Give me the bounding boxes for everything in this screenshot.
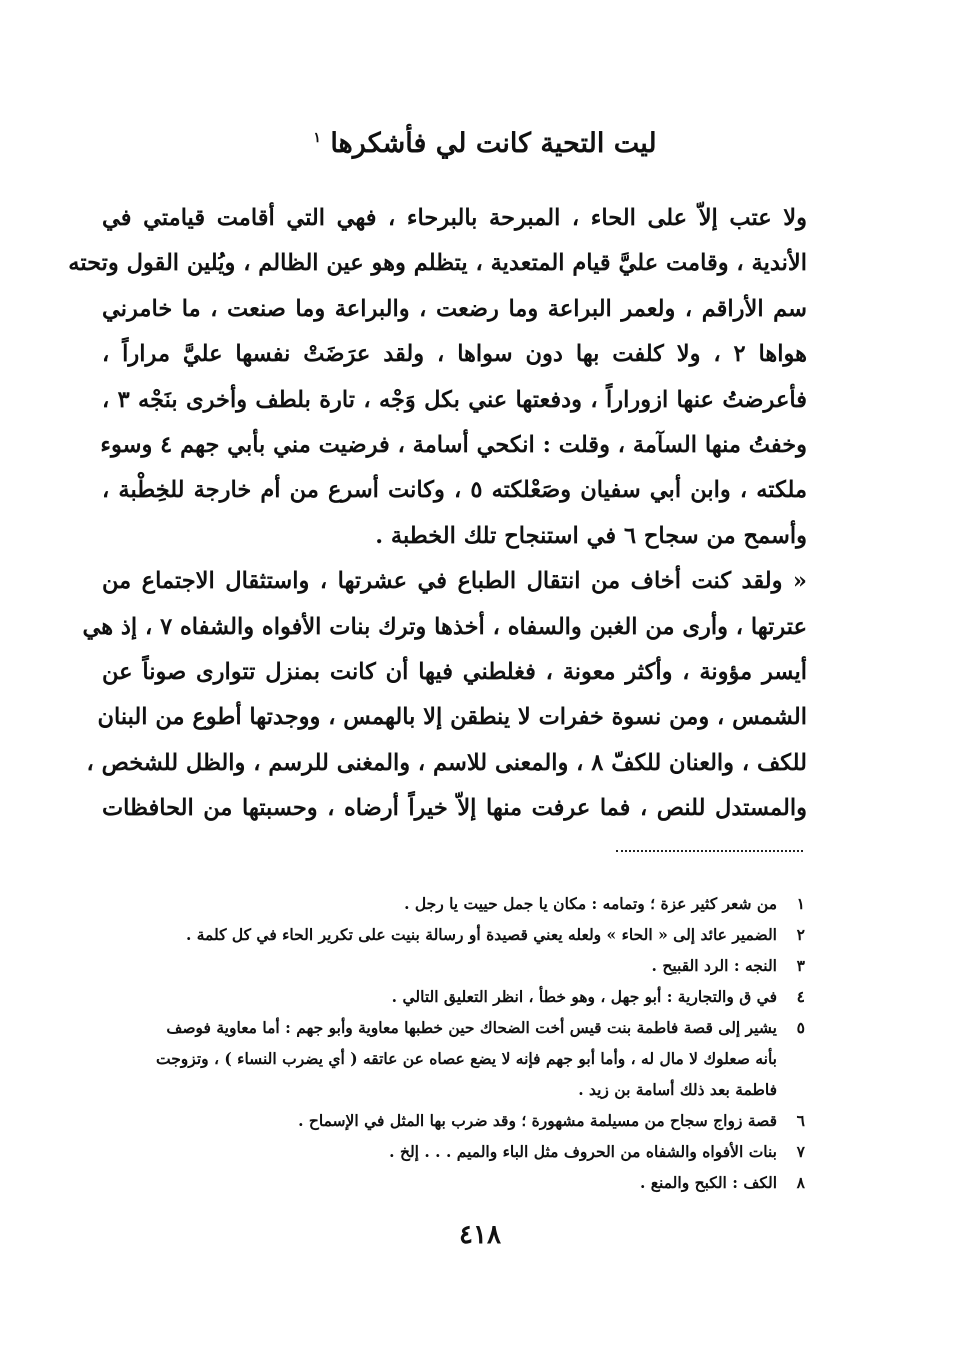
footnote-text: النجه : الرد القبيح . xyxy=(651,956,777,975)
footnote xyxy=(100,1105,805,1136)
text-line: فأعرضتُ عنها ازوراراً ، ودفعتها عني بكل وَجْه ، تارة بلطف وأخرى بنَجْه ٣ ، xyxy=(102,386,807,413)
footnote-text: الكف : الكبح والمنع . xyxy=(639,1173,777,1192)
text-line: وأسمح من سجاح ٦ في استنجاح تلك الخطبة . xyxy=(375,522,807,549)
text-line: الشمس ، ومن نسوة خفرات لا ينطقن إلا بالهمس ، ووجدتها أطوع من البنان xyxy=(97,704,807,731)
footnote-number: ٤ xyxy=(796,987,805,1006)
text-line: والمستدل للنص ، فما عرفت منها إلاّ خيراً أرضاه ، وحسبتها من الحافظات xyxy=(102,795,807,822)
footnote-text: من شعر كثير عزة ؛ وتمامه : مكان يا جمل حييت يا رجل . xyxy=(404,894,777,913)
text-line: أيسر مؤونة ، وأكثر معونة ، فغلطني فيها أن كانت بمنزل تتوارى صوناً عن xyxy=(102,658,807,685)
text-line: ولا عتب إلاّ على الحاء ، المبرحة بالبرحاء ، فهي التي أقامت قيامتي في xyxy=(102,205,807,231)
footnote-number: ٥ xyxy=(796,1018,805,1037)
footnote-line: فاطمة بعد ذلك أسامة بن زيد . xyxy=(578,1080,777,1099)
title-footnote-marker: ١ xyxy=(313,130,321,146)
footnote-text: قصة زواج سجاح من مسيلمة مشهورة ؛ وقد ضرب بها المثل في الإسماح . xyxy=(298,1111,777,1130)
text-line: وخفتُ منها السآمة ، وقلت : انكحي أسامة ، فرضيت مني بأبي جهم ٤ وسوء xyxy=(100,431,807,458)
text-line: عترتها ، وأرى من الغبن والسفاه ، أخذها وترك بنات الأفواه والشفاه ٧ ، إذ هي xyxy=(82,613,807,640)
footnote xyxy=(100,888,805,919)
text-line: ملكته ، وابن أبي سفيان وصَعْلكته ٥ ، وكانت أسرع من أم خارجة للخِطْبة ، xyxy=(102,477,807,504)
text-line: للكف ، والعنان للكفّ ٨ ، والمعنى للاسم ، والمغنى للرسم ، والظل للشخص ، xyxy=(86,749,807,776)
footnote xyxy=(100,981,805,1012)
text-line: الأندية ، وقامت عليَّ قيام المتعدية ، يتظلم وهو عين الظالم ، ويُلين القول وتحته xyxy=(68,250,807,277)
text-line: « ولقد كنت أخاف من انتقال الطباع في عشرتها ، واستثقال الاجتماع من xyxy=(102,568,807,595)
footnote-number: ٣ xyxy=(796,956,805,975)
footnote-line: بأنه صعلوك لا مال له ، وأما أبو جهم فإنه لا يضع عصاه عن عاتقه ( أي يضرب النساء ) ، وتزوجت xyxy=(156,1049,777,1068)
footnote-number: ٦ xyxy=(796,1111,805,1130)
footnote-number: ٨ xyxy=(796,1173,805,1192)
section-title xyxy=(250,128,720,159)
text-line: سم الأراقم ، ولعمر البراعة وما رضعت ، والبراعة وما صنعت ، ما خامرني xyxy=(102,295,807,322)
footnote-number: ١ xyxy=(796,894,805,913)
footnote xyxy=(100,1136,805,1167)
body-text xyxy=(68,196,808,831)
footnotes xyxy=(100,888,805,1198)
footnote-number: ٧ xyxy=(796,1142,805,1161)
footnote-number: ٢ xyxy=(796,925,805,944)
page-number: ٤١٨ xyxy=(459,1220,501,1250)
text-line: هواها ٢ ، ولا كلفت بها دون سواها ، ولقد عرَضَتْ نفسها عليَّ مراراً ، xyxy=(102,341,808,368)
footnote-separator xyxy=(616,850,803,852)
footnote xyxy=(100,1012,805,1105)
footnote-line: يشير إلى قصة فاطمة بنت قيس أخت الضحاك حين خطبها معاوية وأبو جهم : أما معاوية فوصف xyxy=(166,1018,777,1037)
footnote-text: الضمير عائد إلى « الحاء » ولعله يعني قصيدة أو رسالة بنيت على تكرير الحاء في كل كلمة . xyxy=(185,925,777,944)
footnote-text: في ق والتجارية : أبو جهل ، وهو خطأ ، انظر التعليق التالي . xyxy=(391,987,777,1006)
footnote xyxy=(100,1167,805,1198)
footnote xyxy=(100,950,805,981)
footnote-text xyxy=(100,1012,777,1105)
footnote xyxy=(100,919,805,950)
footnote-text: بنات الأفواه والشفاه من الحروف مثل الباء والميم . . . إلخ . xyxy=(389,1142,777,1161)
section-title-text: ليت التحية كانت لي فأشكرها xyxy=(330,128,657,159)
